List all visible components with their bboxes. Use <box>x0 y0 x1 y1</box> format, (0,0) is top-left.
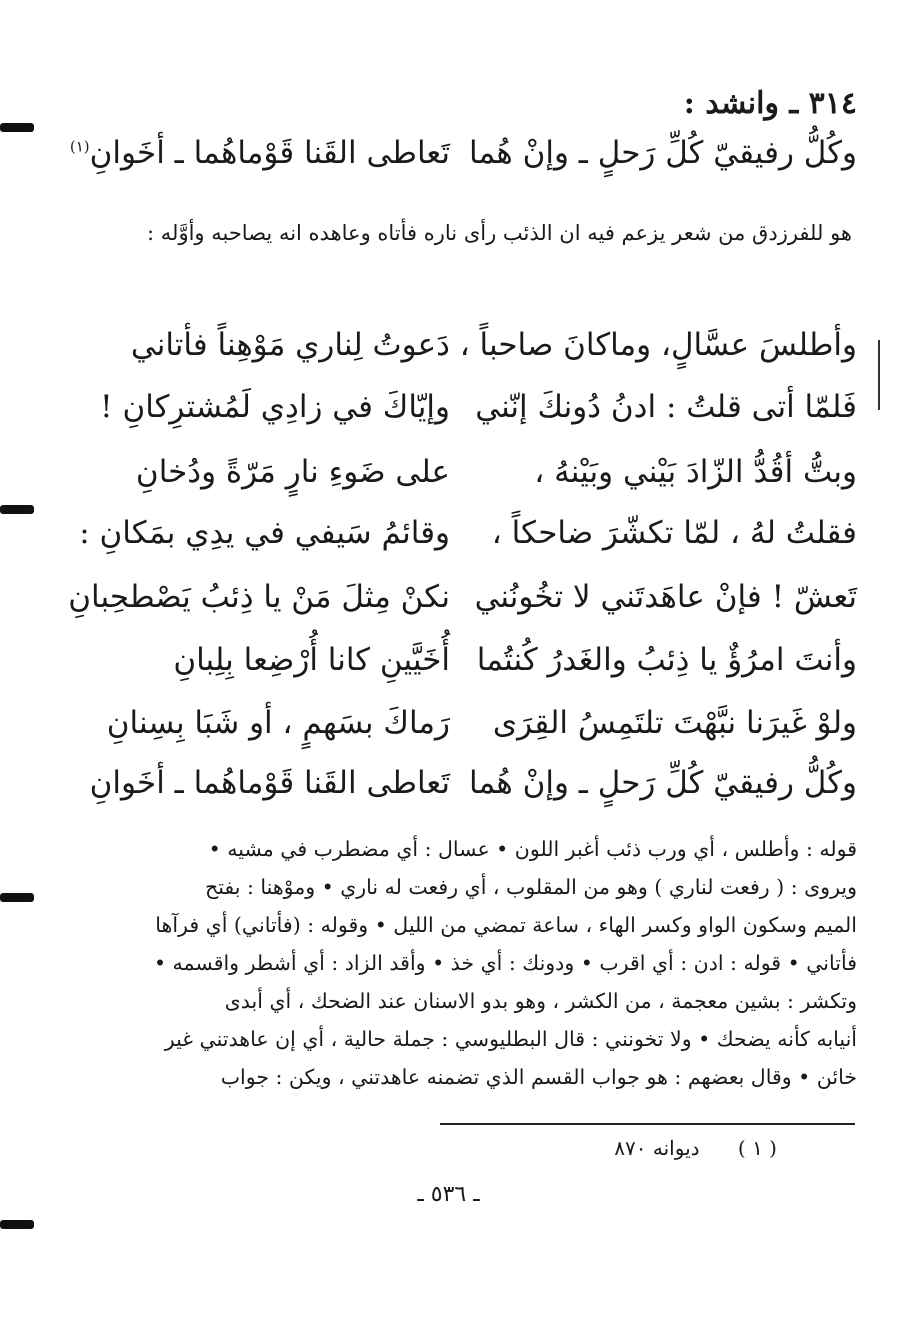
commentary-line: قوله : وأطلس ، أي ورب ذئب أغبر اللون • عسال : أي مضطرب في مشيه • <box>208 837 857 861</box>
commentary-line: وتكشر : بشين معجمة ، من الكشر ، وهو بدو الاسنان عند الضحك ، أي أبدى <box>224 989 857 1013</box>
verse-row <box>120 320 857 370</box>
page-number: ـ ٥٣٦ ـ <box>417 1182 480 1207</box>
footnote-marker: (١) <box>69 137 90 156</box>
verse-second-hemistich: على ضَوءِ نارٍ مَرّةً ودُخانِ <box>135 454 450 490</box>
commentary-line: فأتاني • قوله : ادن : أي اقرب • ودونك : أي خذ • وأقد الزاد : أي أشطر واقسمه • <box>153 951 857 975</box>
verse-second-hemistich: أُخَيَّينِ كانا أُرْضِعا بِلِبانِ <box>173 642 450 678</box>
verse-second-hemistich: نكنْ مِثلَ مَنْ يا ذِئبُ يَصْطحِبانِ <box>68 579 450 615</box>
footnote-text: ديوانه ٨٧٠ <box>614 1136 700 1160</box>
footnote <box>614 1136 777 1160</box>
verse-second-hemistich: رَماكَ بسَهمٍ ، أو شَبَا بِسِنانِ <box>106 705 450 741</box>
verse-second-text: تَعاطى القَنا قَوْماهُما ـ أخَوانِ <box>89 135 450 171</box>
verse-second-hemistich: تَعاطى القَنا قَوْماهُما ـ أخَوانِ <box>89 765 450 801</box>
verse-first-hemistich: فقلتُ لهُ ، لمّا تكشّرَ ضاحكاً ، <box>491 515 857 551</box>
verse-first-hemistich: وأنتَ امرُؤٌ يا ذِئبُ والغَدرُ كُنتُما <box>476 642 857 678</box>
footnote-divider <box>440 1123 855 1125</box>
verse-row <box>89 758 857 808</box>
top-verse <box>69 128 857 178</box>
commentary-line: خائن • وقال بعضهم : هو جواب القسم الذي تضمنه عاهدتني ، ويكن : جواب <box>220 1065 857 1089</box>
verse-row <box>79 508 857 558</box>
verse-first-hemistich: ولوْ غَيرَنا نبَّهْتَ تلتَمِسُ القِرَى <box>492 705 857 741</box>
verse-first-hemistich: تَعشّ ! فإنْ عاهَدتَني لا تخُونُني <box>474 579 857 615</box>
verse-first-hemistich: وكُلُّ رفيقيّ كُلِّ رَحلٍ ـ وإنْ هُما <box>469 765 857 801</box>
binding-line <box>878 340 880 410</box>
commentary-line: الميم وسكون الواو وكسر الهاء ، ساعة تمضي من الليل • وقوله : (فأتاني) أي فرآها <box>155 913 857 937</box>
verse-second-hemistich: وقائمُ سَيفي في يدِي بمَكانِ : <box>79 515 450 551</box>
verse-first-hemistich: وكُلُّ رفيقيّ كُلِّ رَحلٍ ـ وإنْ هُما <box>469 135 857 171</box>
verse-second-hemistich: دَعوتُ لِناري مَوْهِناً فأتاني <box>130 327 450 363</box>
margin-mark <box>0 123 34 132</box>
margin-mark <box>0 893 34 902</box>
verse-row <box>106 698 857 748</box>
verse-first-hemistich: وأطلسَ عسَّالٍ، وماكانَ صاحباً ، <box>459 327 857 363</box>
margin-mark <box>0 505 34 514</box>
intro-note: هو للفرزدق من شعر يزعم فيه ان الذئب رأى ناره فأتاه وعاهده انه يصاحبه وأوَّله : <box>147 221 852 245</box>
commentary-line: أنيابه كأنه يضحك • ولا تخونني : قال البطليوسي : جملة حالية ، أي إن عاهدتني غير <box>164 1027 857 1051</box>
verse-second-hemistich <box>69 135 450 171</box>
verse-row <box>120 447 857 497</box>
commentary <box>122 830 857 1096</box>
section-heading: ٣١٤ ـ وانشد : <box>683 86 857 121</box>
verse-row <box>68 572 857 622</box>
verse-second-hemistich: وإيّاكَ في زادِي لَمُشترِكانِ ! <box>100 389 450 425</box>
verse-row <box>120 635 857 685</box>
verse-row <box>100 382 857 432</box>
footnote-number: ( ١ ) <box>737 1136 777 1160</box>
verse-first-hemistich: فَلمّا أتى قلتُ : ادنُ دُونكَ إنّني <box>475 389 857 425</box>
verse-first-hemistich: وبتُّ أقُدُّ الزّادَ بَيْني وبَيْنهُ ، <box>534 454 857 490</box>
margin-mark <box>0 1220 34 1229</box>
commentary-line: ويروى : ( رفعت لناري ) وهو من المقلوب ، أي رفعت له ناري • وموْهنا : بفتح <box>204 875 857 899</box>
